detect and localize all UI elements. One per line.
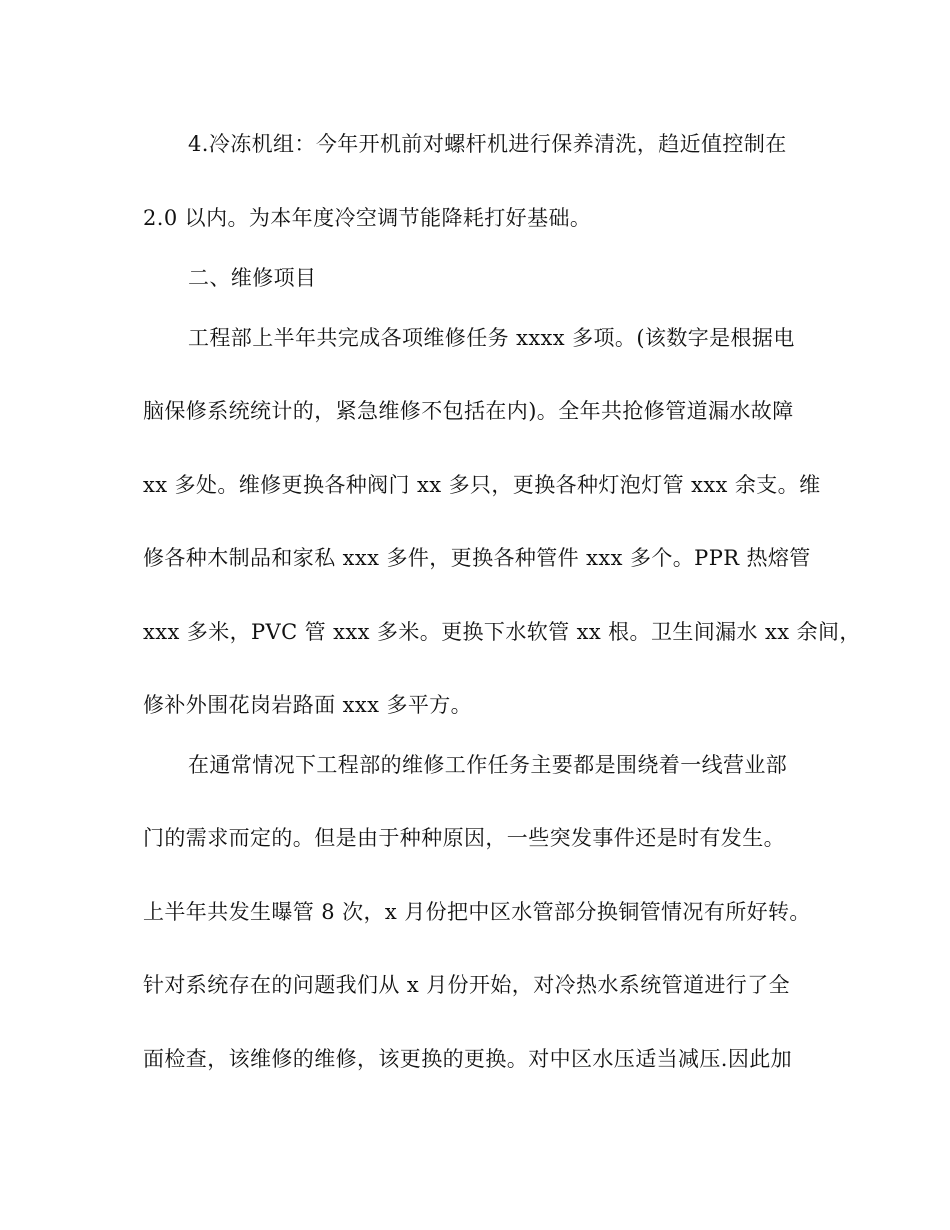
paragraph-line: 脑保修系统统计的，紧急维修不包括在内)。全年共抢修管道漏水故障 (143, 399, 794, 423)
section-heading: 二、维修项目 (188, 266, 317, 290)
paragraph-line: 面检查，该维修的维修，该更换的更换。对中区水压适当减压.因此加 (143, 1047, 793, 1071)
paragraph-line: 上半年共发生曝管 8 次，x 月份把中区水管部分换铜管情况有所好转。 (143, 900, 811, 924)
paragraph-line: 修各种木制品和家私 xxx 多件，更换各种管件 xxx 多个。PPR 热熔管 (143, 546, 811, 570)
paragraph-line: 2.0 以内。为本年度冷空调节能降耗打好基础。 (143, 206, 592, 230)
paragraph-line: xxx 多米，PVC 管 xxx 多米。更换下水软管 xx 根。卫生间漏水 xx 余间， (143, 620, 861, 644)
paragraph-line: 在通常情况下工程部的维修工作任务主要都是围绕着一线营业部 (188, 753, 788, 777)
paragraph-line: 修补外围花岗岩路面 xxx 多平方。 (143, 693, 473, 717)
paragraph-line: 针对系统存在的问题我们从 x 月份开始，对冷热水系统管道进行了全 (143, 973, 790, 997)
paragraph-line: 4.冷冻机组：今年开机前对螺杆机进行保养清洗，趋近值控制在 (188, 132, 787, 156)
paragraph-line: 门的需求而定的。但是由于种种原因，一些突发事件还是时有发生。 (143, 826, 785, 850)
paragraph-line: xx 多处。维修更换各种阀门 xx 多只，更换各种灯泡灯管 xxx 余支。维 (143, 473, 821, 497)
paragraph-line: 工程部上半年共完成各项维修任务 xxxx 多项。(该数字是根据电 (188, 326, 795, 350)
